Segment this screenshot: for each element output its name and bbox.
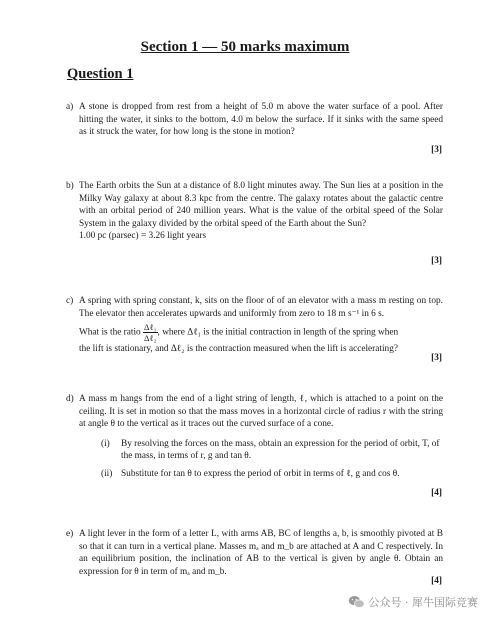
- question-b-text: The Earth orbits the Sun at a distance of 8.0 light minutes away. The Sun lies at a position in the Milky Way galaxy at about 8.3 kpc from the centre. The galaxy rotates about the galactic centre with an orbital period of 240 million years. What is the value of the orbital speed of the Solar System in the galaxy divided by the orbital speed of the Earth about the Sun?: [79, 181, 443, 229]
- question-d-marks: [4]: [431, 488, 442, 498]
- question-c-ratio-suffix: , where Δℓ₁ is the initial contraction in length of the spring when: [157, 327, 399, 338]
- ratio-denominator: Δℓ₂: [144, 333, 157, 344]
- question-e-text: A light lever in the form of a letter L, with arms AB, BC of lengths a, b, is smoothly pivoted at B so that it can turn in a vertical plane. Masses mₐ and m_b are attached at A and C respectively. In an equilibrium position, the inclination of AB to the vertical is given by angle θ. Obtain an expression for θ in term of mₐ and m_b.: [79, 529, 443, 577]
- question-a-label: a): [66, 102, 74, 112]
- question-c-text-2: [79, 322, 443, 343]
- question-a-text: A stone is dropped from rest from a height of 5.0 m above the water surface of a pool. After hitting the water, it sinks to the bottom, 4.0 m below the surface. If it sinks with the same speed as it struck the water, for how long is the stone in motion?: [79, 102, 443, 138]
- question-b-note: 1.00 pc (parsec) = 3.26 light years: [79, 231, 207, 242]
- question-d-label: d): [66, 394, 74, 404]
- question-a-marks: [3]: [431, 145, 442, 155]
- question-c: [66, 295, 443, 356]
- question-d-text: A mass m hangs from the end of a light string of length, ℓ, which is attached to a point on the ceiling. It is set in motion so that the mass moves in a horizontal circle of radius r with the string at angle θ to the vertical as it traces out the curved surface of a cone.: [79, 394, 443, 430]
- question-c-ratio-prefix: What is the ratio: [79, 327, 141, 338]
- watermark-text: 公众号 · 犀牛国际竞赛: [368, 596, 478, 609]
- question-c-label: c): [66, 296, 74, 306]
- question-e: [66, 528, 443, 578]
- part-ii-label: (ii): [101, 468, 113, 479]
- question-c-marks: [3]: [431, 353, 442, 363]
- question-d: [66, 393, 443, 481]
- question-d-part-ii: [101, 468, 443, 481]
- ratio-fraction: [143, 322, 158, 343]
- part-i-label: (i): [101, 438, 110, 449]
- watermark: [348, 594, 479, 610]
- question-e-marks: [4]: [431, 576, 442, 586]
- question-d-part-i: [101, 438, 443, 463]
- part-i-text: By resolving the forces on the mass, obtain an expression for the period of orbit, T, of the mass, in terms of r, g and tan θ.: [121, 438, 440, 462]
- question-e-label: e): [66, 529, 74, 539]
- question-b-label: b): [66, 181, 74, 191]
- ratio-numerator: Δℓ₁: [144, 322, 157, 333]
- section-title: Section 1 — 50 marks maximum: [140, 39, 350, 55]
- question-b-marks: [3]: [431, 256, 442, 266]
- wechat-icon: [348, 595, 365, 609]
- question-c-text-1: A spring with spring constant, k, sits on the floor of of an elevator with a mass m resting on top. The elevator then accelerates upwards and uniformly from zero to 18 m s⁻¹ in 6 s.: [79, 296, 443, 319]
- part-ii-text: Substitute for tan θ to express the period of orbit in terms of ℓ, g and cos θ.: [121, 468, 400, 479]
- question-a: [66, 101, 443, 139]
- question-title: Question 1: [67, 66, 134, 82]
- question-b: [66, 180, 443, 243]
- question-c-text-3: the lift is stationary, and Δℓ₂ is the contraction measured when the lift is accelerating?: [79, 344, 398, 355]
